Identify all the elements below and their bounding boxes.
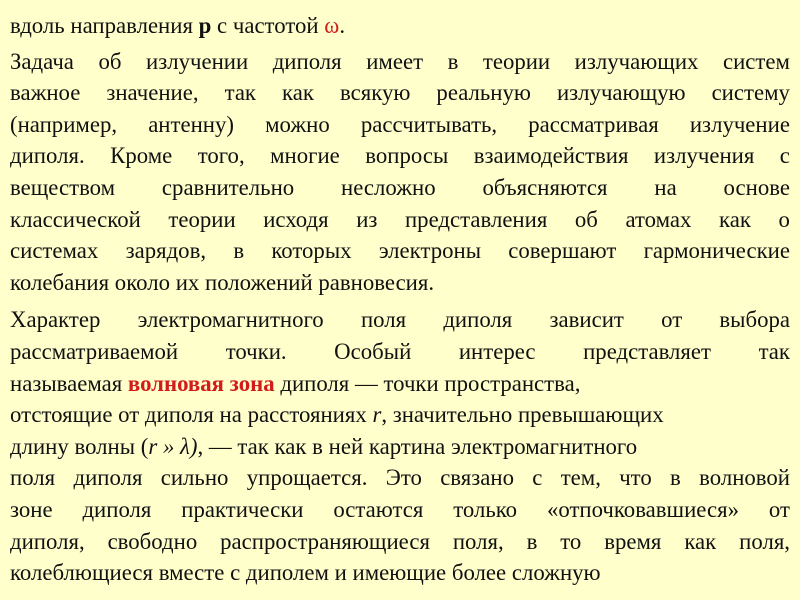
para2-line: диполя, свободно распространяющиеся поля, в то время как поля, — [10, 528, 790, 554]
intro-mid: с частотой — [211, 13, 325, 38]
para2-line-wave-zone: называемая волновая зона диполя — точки пространства, — [10, 370, 581, 396]
para2-line-last: колеблющиеся вместе с диполем и имеющие более сложную — [10, 560, 601, 586]
inequality-expression: r » λ) — [148, 433, 198, 459]
para1-line: диполя. Кроме того, многие вопросы взаимодействия излучения с — [10, 143, 790, 169]
para1-line: системах зарядов, в которых электроны совершают гармонические — [10, 238, 790, 264]
omega-symbol: ω — [324, 13, 340, 38]
para1-line: классической теории исходя из представления об атомах как о — [10, 206, 790, 232]
para1-line: веществом сравнительно несложно объясняются на основе — [10, 174, 790, 200]
para2-line: зоне диполя практически остаются только «отпочковавшиеся» от — [10, 496, 790, 522]
dipole-vector-p: p — [198, 13, 212, 38]
intro-line — [10, 10, 790, 42]
paragraph-dipole-radiation — [10, 46, 790, 299]
para1-line: Задача об излучении диполя имеет в теории излучающих систем — [10, 48, 790, 74]
para2-line: рассматриваемой точки. Особый интерес представляет так — [10, 338, 790, 364]
para2-line: поля диполя сильно упрощается. Это связано с тем, что в волновой — [10, 465, 790, 491]
paragraph-wave-zone — [10, 304, 790, 588]
para1-line-last: колебания около их положений равновесия. — [10, 269, 435, 295]
intro-prefix: вдоль направления — [10, 13, 199, 38]
variable-r: r — [372, 402, 382, 428]
intro-suffix: . — [339, 13, 346, 38]
para2-line: Характер электромагнитного поля диполя зависит от выбора — [10, 307, 790, 333]
para1-line: (например, антенну) можно рассчитывать, рассматривая излучение — [10, 111, 790, 137]
wave-zone-term: волновая зона — [127, 370, 275, 396]
para1-line: важное значение, так как всякую реальную излучающую систему — [10, 80, 790, 106]
para2-line-distance: отстоящие от диполя на расстояниях r, значительно превышающих — [10, 402, 664, 428]
para2-line-wavelength: длину волны (r » λ), — так как в ней картина электромагнитного — [10, 433, 638, 459]
